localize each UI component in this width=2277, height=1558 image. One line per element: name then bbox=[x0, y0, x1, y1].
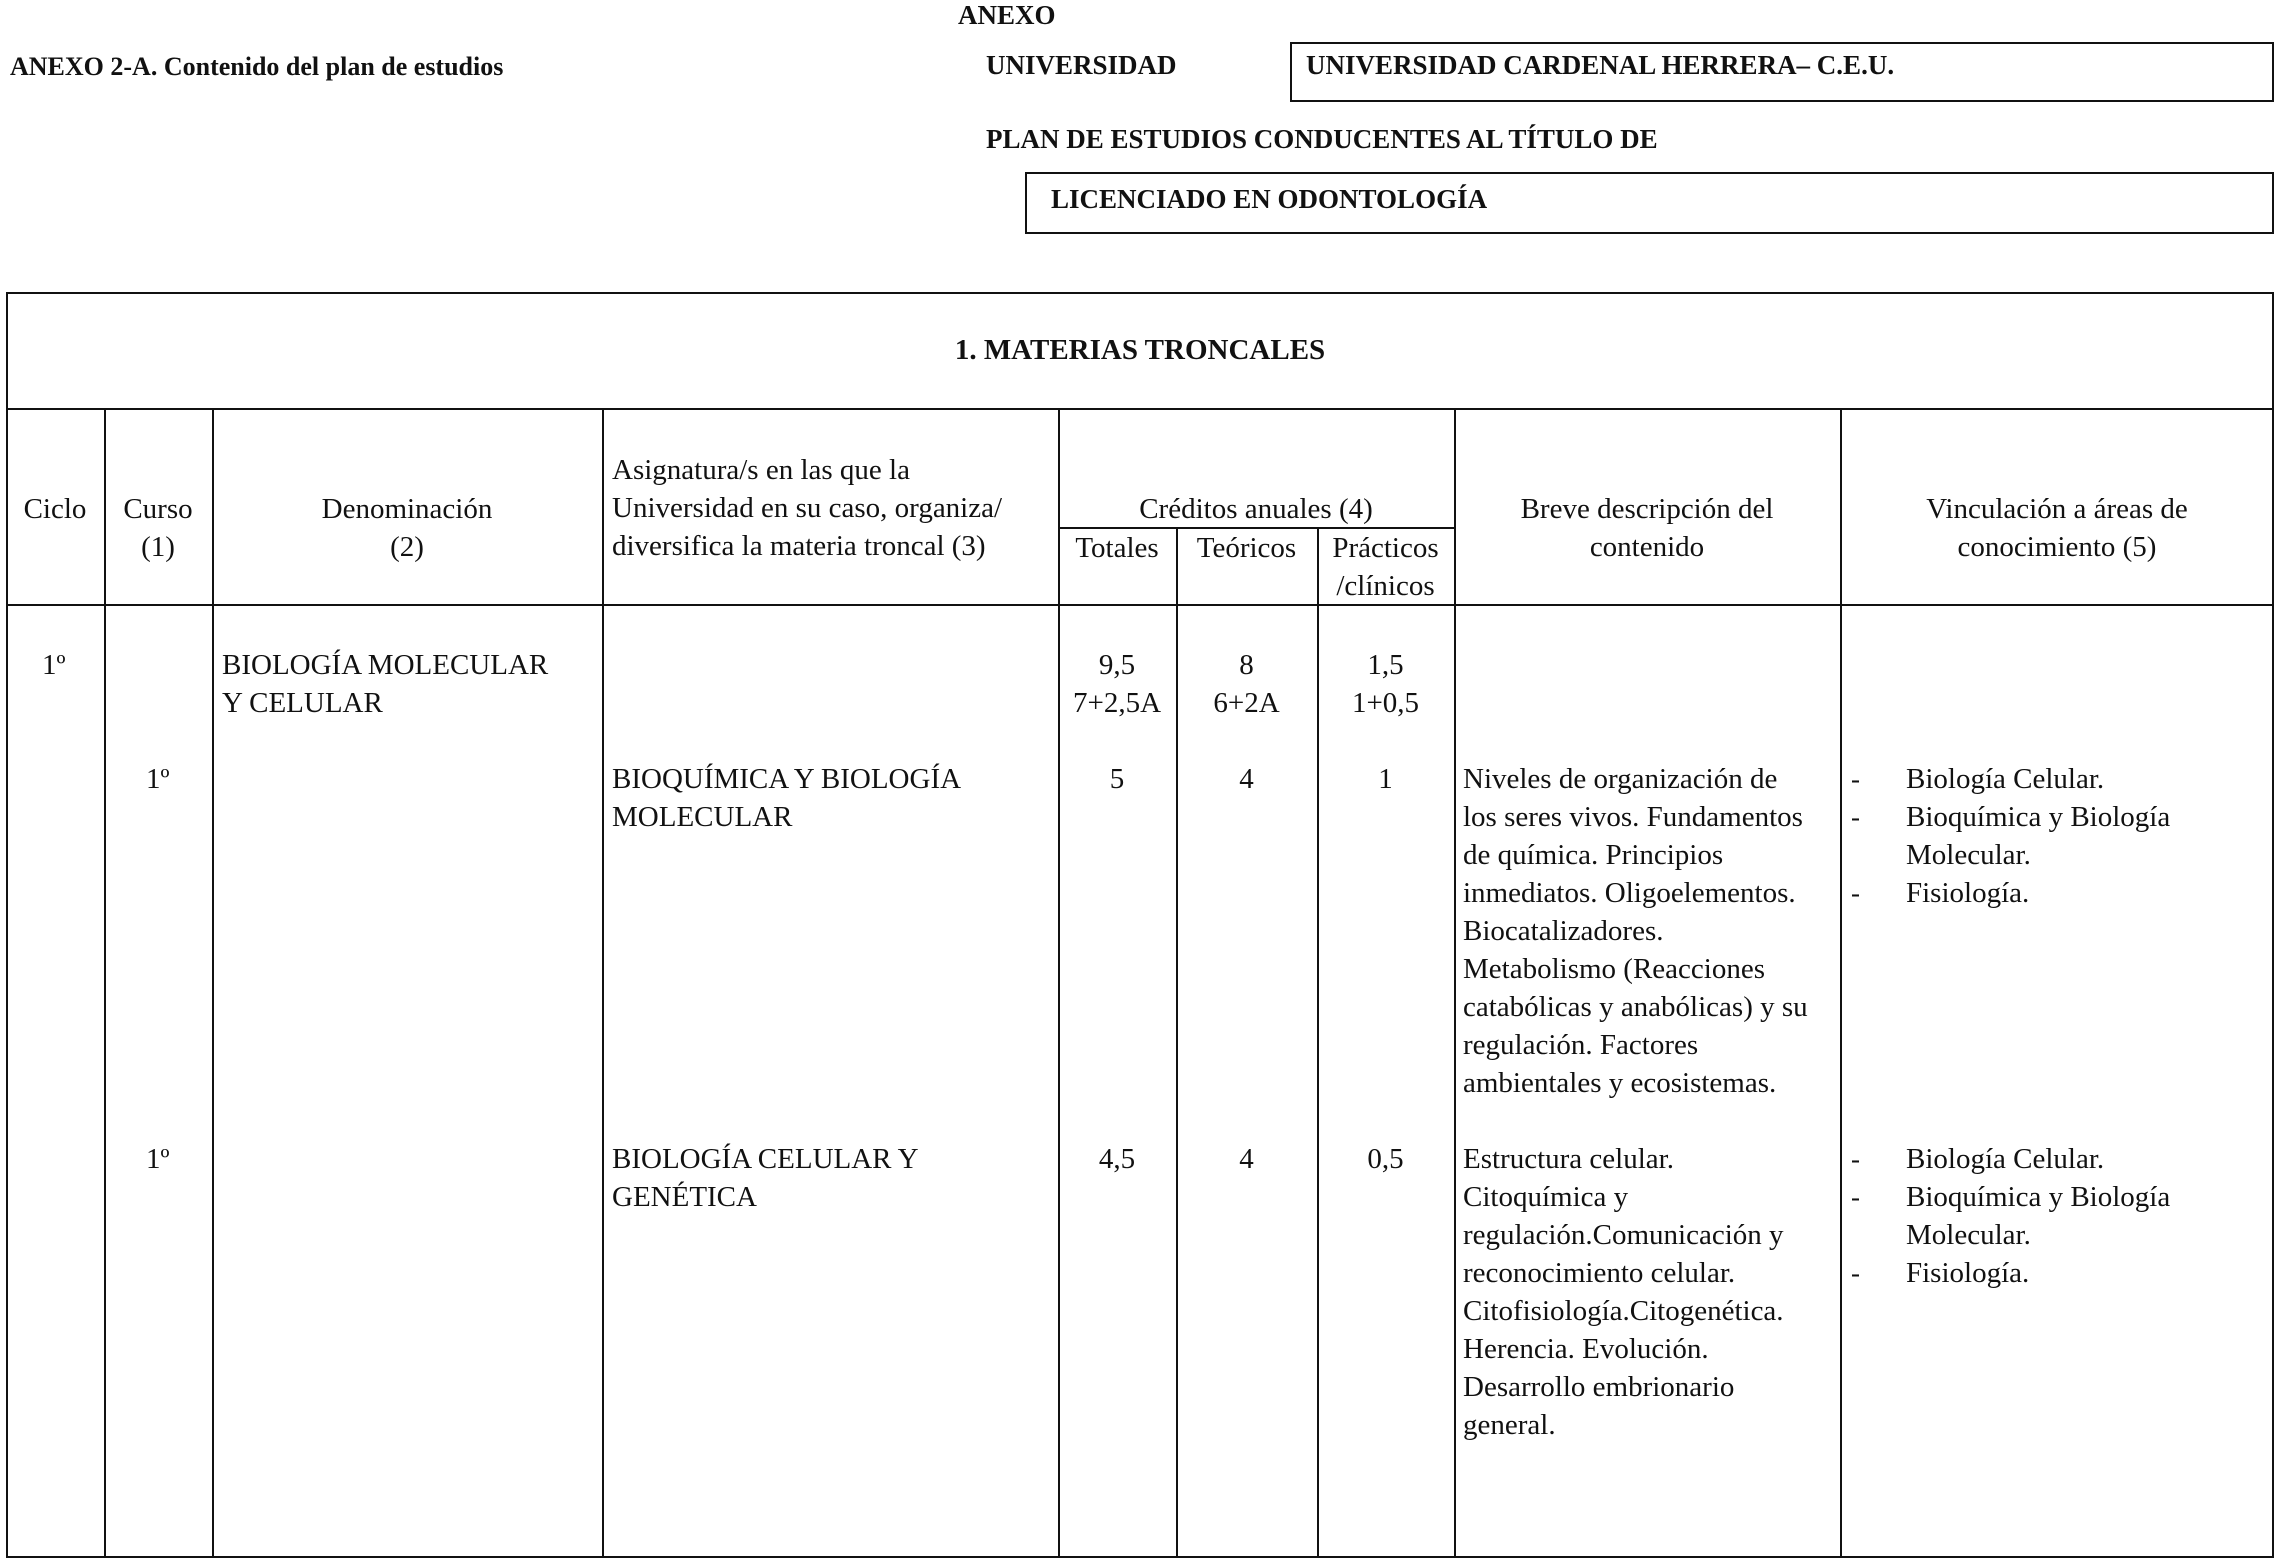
row2-curso: 1º bbox=[146, 763, 170, 795]
row1-practicos: 1,5 1+0,5 bbox=[1351, 649, 1420, 719]
row3-teoricos: 4 bbox=[1239, 1143, 1254, 1175]
row3-asignatura: BIOLOGÍA CELULAR Y GENÉTICA bbox=[612, 1143, 919, 1213]
col-line bbox=[104, 408, 106, 1558]
col-line bbox=[1058, 408, 1060, 1558]
header-totales: Totales bbox=[1075, 532, 1159, 564]
header-teoricos: Teóricos bbox=[1196, 532, 1297, 564]
row3-totales: 4,5 bbox=[1098, 1143, 1136, 1175]
col-line bbox=[1454, 408, 1456, 1558]
row3-vinculacion: Biología Celular. Bioquímica y Biología Molecular. Fisiología. bbox=[1906, 1143, 2171, 1289]
header-asignatura: Asignatura/s en las que la Universidad en su caso, organiza/ diversifica la materia troncal (3) bbox=[612, 454, 1003, 562]
row1-ciclo: 1º bbox=[42, 649, 66, 681]
bullet-dash: - bbox=[1851, 1144, 1860, 1174]
row3-curso: 1º bbox=[146, 1143, 170, 1175]
header-vinculacion: Vinculación a áreas de conocimiento (5) bbox=[1926, 493, 2188, 563]
row1-totales: 9,5 7+2,5A bbox=[1072, 649, 1162, 719]
section-title: 1. MATERIAS TRONCALES bbox=[954, 334, 1326, 366]
row2-descripcion: Niveles de organización de los seres vivos. Fundamentos de química. Principios inmediatos. Oligoelementos. Biocatalizadores. Metabolismo (Reacciones catabólicas y anabólicas) y su regulación. Factores ambientales y ecosistemas. bbox=[1463, 763, 1808, 1099]
header-ciclo: Ciclo bbox=[23, 493, 87, 525]
row1-teoricos: 8 6+2A bbox=[1213, 649, 1280, 719]
titulo-box bbox=[1025, 172, 2274, 234]
row1-denominacion: BIOLOGÍA MOLECULAR Y CELULAR bbox=[222, 649, 549, 719]
row2-teoricos: 4 bbox=[1239, 763, 1254, 795]
row3-descripcion: Estructura celular. Citoquímica y regulación.Comunicación y reconocimiento celular. Citofisiología.Citogenética. Herencia. Evolución. Desarrollo embrionario general. bbox=[1463, 1143, 1784, 1441]
col-line bbox=[212, 408, 214, 1558]
row2-practicos: 1 bbox=[1378, 763, 1393, 795]
universidad-label: UNIVERSIDAD bbox=[986, 50, 1177, 80]
materias-table bbox=[6, 292, 2274, 1558]
row3-practicos: 0,5 bbox=[1367, 1143, 1404, 1175]
row2-vinculacion: Biología Celular. Bioquímica y Biología Molecular. Fisiología. bbox=[1906, 763, 2171, 909]
title-divider bbox=[6, 408, 2274, 410]
col-line bbox=[602, 408, 604, 1558]
header-curso: Curso (1) bbox=[123, 493, 193, 563]
header-creditos: Créditos anuales (4) bbox=[1139, 493, 1373, 525]
row2-totales: 5 bbox=[1109, 763, 1125, 795]
anexo-label: ANEXO bbox=[958, 0, 1056, 30]
row2-asignatura: BIOQUÍMICA Y BIOLOGÍA MOLECULAR bbox=[612, 763, 962, 833]
titulo-value: LICENCIADO EN ODONTOLOGÍA bbox=[1051, 184, 1488, 214]
bullet-dash: - bbox=[1851, 764, 1860, 794]
bullet-dash: - bbox=[1851, 802, 1860, 832]
anexo-2a-title: ANEXO 2-A. Contenido del plan de estudios bbox=[10, 52, 504, 81]
universidad-value: UNIVERSIDAD CARDENAL HERRERA– C.E.U. bbox=[1306, 50, 1895, 80]
header-practicos: Prácticos /clínicos bbox=[1332, 532, 1439, 602]
header-descripcion: Breve descripción del contenido bbox=[1520, 493, 1774, 563]
plan-label: PLAN DE ESTUDIOS CONDUCENTES AL TÍTULO DE bbox=[986, 124, 1658, 154]
bullet-dash: - bbox=[1851, 878, 1860, 908]
header-divider bbox=[6, 604, 2274, 606]
col-line bbox=[1840, 408, 1842, 1558]
header-denominacion: Denominación (2) bbox=[321, 493, 493, 563]
bullet-dash: - bbox=[1851, 1258, 1860, 1288]
bullet-dash: - bbox=[1851, 1182, 1860, 1212]
universidad-box bbox=[1290, 42, 2274, 102]
